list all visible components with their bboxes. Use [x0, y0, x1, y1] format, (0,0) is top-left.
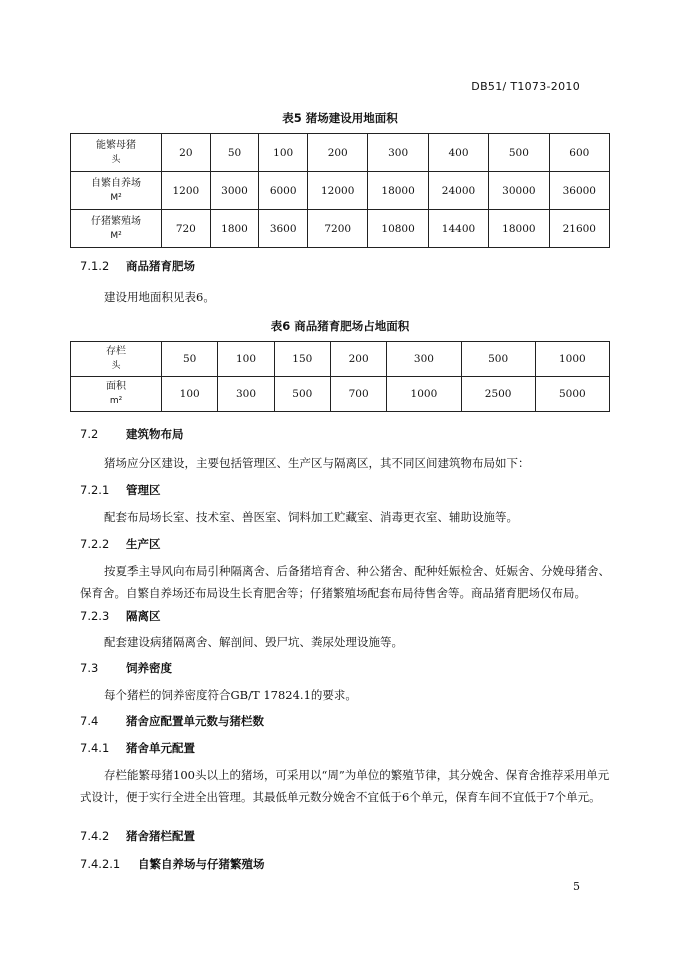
table-cell: 1000: [535, 342, 609, 377]
section-heading-7-2: 7.2 建筑物布局: [80, 427, 184, 441]
table-cell: 50: [210, 134, 259, 172]
row-header: 自繁自养场 M²: [71, 172, 162, 210]
table-cell: 500: [274, 377, 330, 412]
table-row: [71, 342, 610, 377]
table-cell: 3000: [210, 172, 259, 210]
row-header: 存栏 头: [71, 342, 162, 377]
table-cell: 10800: [368, 210, 428, 248]
table-cell: 1800: [210, 210, 259, 248]
table-cell: 150: [274, 342, 330, 377]
table-cell: 1000: [387, 377, 461, 412]
table-cell: 20: [162, 134, 211, 172]
row-header: 面积 m²: [71, 377, 162, 412]
table-cell: 12000: [308, 172, 368, 210]
paragraph: 存栏能繁母猪100头以上的猪场，可采用以“周”为单位的繁殖节律，其分娩舍、保育舍推荐采用单元式设计，便于实行全进全出管理。其最低单元数分娩舍不宜低于6个单元，保育车间不宜低于7个单元。: [80, 768, 610, 804]
paragraph: 建设用地面积见表6。: [104, 290, 215, 304]
table-cell: 100: [162, 377, 218, 412]
section-heading-7-3: 7.3 饲养密度: [80, 661, 172, 675]
table-row: [71, 134, 610, 172]
table-cell: 1200: [162, 172, 211, 210]
table-cell: 300: [218, 377, 274, 412]
paragraph: 配套建设病猪隔离舍、解剖间、毁尸坑、粪尿处理设施等。: [104, 635, 403, 649]
table5: [70, 133, 610, 248]
table6: [70, 341, 610, 412]
paragraph: 每个猪栏的饲养密度符合GB/T 17824.1的要求。: [104, 688, 357, 702]
table-cell: 600: [549, 134, 609, 172]
table-cell: 30000: [489, 172, 549, 210]
table-row: [71, 172, 610, 210]
table-cell: 720: [162, 210, 211, 248]
paragraph: 猪场应分区建设，主要包括管理区、生产区与隔离区，其不同区间建筑物布局如下：: [104, 456, 530, 470]
section-heading-7-2-2: 7.2.2 生产区: [80, 537, 161, 551]
section-heading-7-4-2-1: 7.4.2.1 自繁自养场与仔猪繁殖场: [80, 857, 265, 871]
table-cell: 7200: [308, 210, 368, 248]
section-heading-7-4: 7.4 猪舍应配置单元数与猪栏数: [80, 714, 264, 728]
table-cell: 2500: [461, 377, 535, 412]
page-number: 5: [573, 880, 580, 893]
paragraph: 按夏季主导风向布局引种隔离舍、后备猪培育舍、种公猪舍、配种妊娠检舍、妊娠舍、分娩母猪舍、保育舍。自繁自养场还布局设生长育肥舍等；仔猪繁殖场配套布局待售舍等。商品猪育肥场仅布局。: [80, 564, 610, 600]
table-cell: 100: [259, 134, 308, 172]
table-cell: 5000: [535, 377, 609, 412]
table-cell: 50: [162, 342, 218, 377]
table5-caption: 表5 猪场建设用地面积: [282, 111, 398, 125]
row-header: 仔猪繁殖场 M²: [71, 210, 162, 248]
table-cell: 700: [330, 377, 386, 412]
row-header: 能繁母猪 头: [71, 134, 162, 172]
section-heading-7-2-1: 7.2.1 管理区: [80, 483, 161, 497]
table-cell: 400: [428, 134, 488, 172]
section-heading-7-1-2: 7.1.2 商品猪育肥场: [80, 259, 195, 273]
table-cell: 21600: [549, 210, 609, 248]
table-cell: 200: [330, 342, 386, 377]
table-cell: 500: [489, 134, 549, 172]
table-cell: 36000: [549, 172, 609, 210]
table-cell: 3600: [259, 210, 308, 248]
paragraph: 配套布局场长室、技术室、兽医室、饲料加工贮藏室、消毒更衣室、辅助设施等。: [104, 510, 518, 524]
section-heading-7-4-1: 7.4.1 猪舍单元配置: [80, 741, 195, 755]
section-heading-7-2-3: 7.2.3 隔离区: [80, 609, 161, 623]
standard-code: DB51/ T1073-2010: [471, 80, 580, 93]
table-cell: 18000: [489, 210, 549, 248]
table-cell: 300: [368, 134, 428, 172]
table-cell: 24000: [428, 172, 488, 210]
table-cell: 300: [387, 342, 461, 377]
table-cell: 100: [218, 342, 274, 377]
table6-caption: 表6 商品猪育肥场占地面积: [270, 319, 410, 333]
table-cell: 18000: [368, 172, 428, 210]
table-cell: 500: [461, 342, 535, 377]
table-row: [71, 377, 610, 412]
table-cell: 6000: [259, 172, 308, 210]
table-cell: 14400: [428, 210, 488, 248]
table-cell: 200: [308, 134, 368, 172]
section-heading-7-4-2: 7.4.2 猪舍猪栏配置: [80, 829, 195, 843]
table-row: [71, 210, 610, 248]
